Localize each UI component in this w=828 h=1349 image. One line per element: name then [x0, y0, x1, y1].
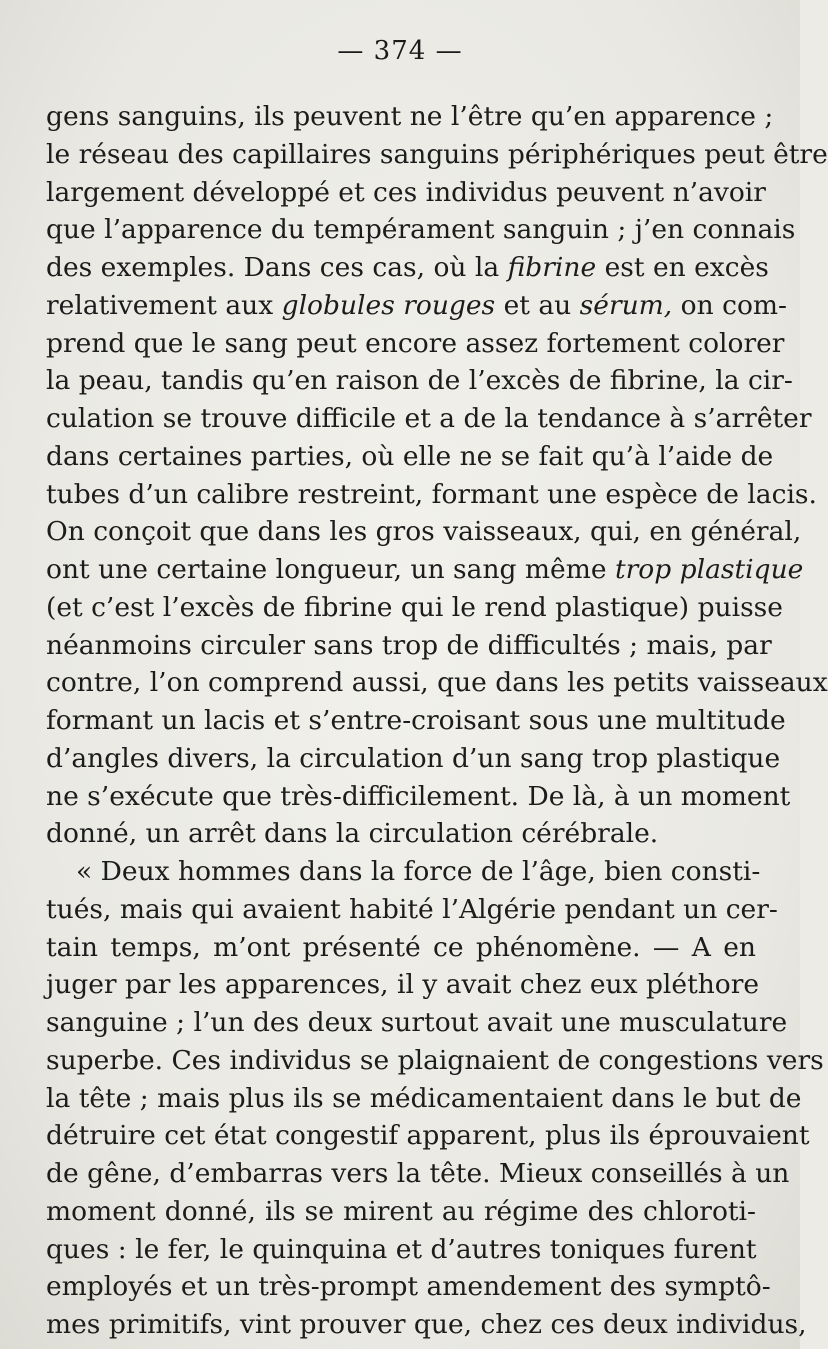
text-line: d’angles divers, la circulation d’un sang trop plastique: [46, 742, 781, 774]
text-line: la peau, tandis qu’en raison de l’excès de fibrine, la cir-: [46, 365, 793, 397]
text-line: employés et un très-prompt amendement des symptô-: [46, 1271, 771, 1303]
text-line: tain temps, m’ont présenté ce phénomène. — A en: [46, 931, 756, 963]
text-segment: ont une certaine longueur, un sang même: [46, 554, 607, 585]
text-line: ne s’exécute que très-difficilement. De là, à un moment: [46, 780, 791, 812]
text-line: tubes d’un calibre restreint, formant une espèce de lacis.: [46, 478, 817, 510]
text-line: détruire cet état congestif apparent, plus ils éprouvaient: [46, 1120, 810, 1152]
text-line: contre, l’on comprend aussi, que dans les petits vaisseaux: [46, 667, 828, 699]
italic-term-globules-rouges: globules rouges: [281, 289, 496, 321]
text-segment: est en excès: [604, 252, 769, 283]
text-line: la tête ; mais plus ils se médicamentaient dans le but de: [46, 1082, 802, 1114]
text-line: [46, 551, 804, 589]
text-line: juger par les apparences, il y avait chez eux pléthore: [46, 969, 760, 1001]
text-line: néanmoins circuler sans trop de difficultés ; mais, par: [46, 629, 772, 661]
italic-term-fibrine: fibrine: [507, 252, 597, 283]
text-line: superbe. Ces individus se plaignaient de congestions vers: [46, 1044, 824, 1076]
text-line: culation se trouve difficile et a de la tendance à s’arrêter: [46, 403, 812, 434]
text-line: gens sanguins, ils peuvent ne l’être qu’en apparence ;: [46, 101, 774, 132]
page-number: — 374 —: [337, 36, 463, 66]
text-line: On conçoit que dans les gros vaisseaux, qui, en général,: [46, 516, 802, 548]
text-segment: relativement aux: [46, 289, 274, 321]
text-line: dans certaines parties, où elle ne se fait qu’à l’aide de: [46, 440, 774, 472]
italic-term-serum: sérum,: [579, 289, 673, 321]
text-line: mes primitifs, vint prouver que, chez ces deux individus,: [46, 1309, 807, 1340]
text-segment: et au: [503, 289, 572, 321]
text-line: (et c’est l’excès de fibrine qui le rend plastique) puisse: [46, 591, 783, 623]
text-line: sanguine ; l’un des deux surtout avait une musculature: [46, 1007, 788, 1038]
text-line: prend que le sang peut encore assez fortement colorer: [46, 327, 785, 359]
text-line: formant un lacis et s’entre-croisant sous une multitude: [46, 705, 786, 736]
text-line: le réseau des capillaires sanguins périphériques peut être: [46, 138, 828, 170]
text-line: largement développé et ces individus peuvent n’avoir: [46, 176, 766, 208]
text-line: moment donné, ils se mirent au régime des chloroti-: [46, 1195, 756, 1227]
body-text: [46, 98, 828, 1344]
text-segment: des exemples. Dans ces cas, où la: [46, 252, 500, 283]
text-line: de gêne, d’embarras vers la tête. Mieux conseillés à un: [46, 1158, 790, 1189]
text-line: [46, 287, 787, 325]
text-line: que l’apparence du tempérament sanguin ; j’en connais: [46, 214, 796, 246]
text-line: [46, 249, 769, 287]
text-line-paragraph-start: « Deux hommes dans la force de l’âge, bien consti-: [76, 856, 761, 887]
text-line: ques : le fer, le quinquina et d’autres toniques furent: [46, 1233, 757, 1265]
text-line-paragraph-end: donné, un arrêt dans la circulation cérébrale.: [46, 818, 659, 850]
text-line: tués, mais qui avaient habité l’Algérie pendant un cer-: [46, 893, 778, 925]
text-segment: on com-: [680, 289, 787, 321]
italic-term-trop-plastique: trop plastique: [614, 554, 804, 585]
